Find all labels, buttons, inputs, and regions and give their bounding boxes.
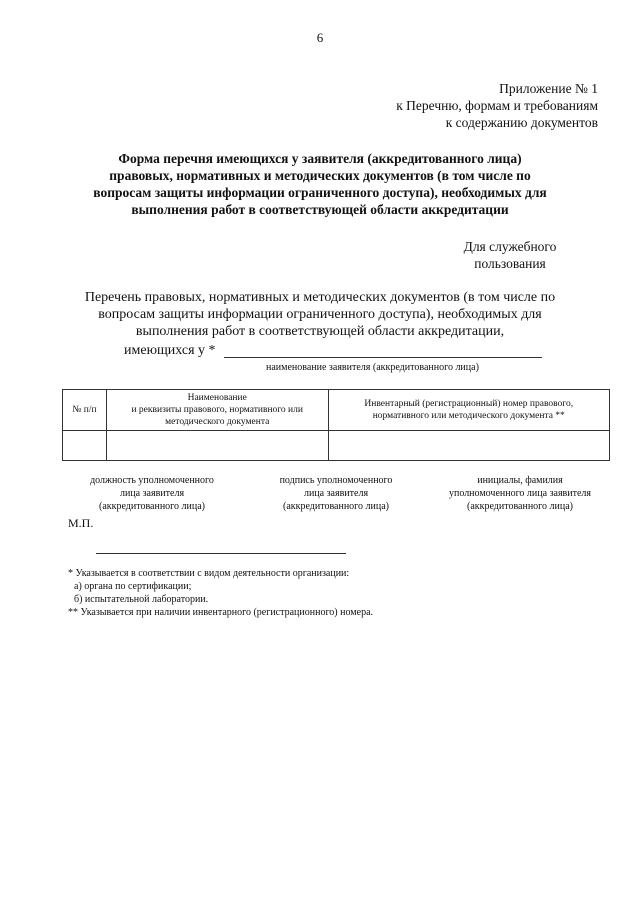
- signature-sign-caption: [246, 474, 426, 513]
- footnote: ** Указывается при наличии инвентарного (регистрационного) номера.: [68, 607, 374, 618]
- documents-table: [62, 389, 610, 461]
- column-header-number: № п/п: [63, 390, 107, 431]
- table-header-row: [63, 390, 610, 431]
- list-intro-line: вопросам защиты информации ограниченного доступа), необходимых для: [98, 307, 542, 322]
- caption-line: лица заявителя: [119, 488, 185, 499]
- applicant-caption: наименование заявителя (аккредитованного лица): [266, 362, 479, 373]
- caption-line: уполномоченного лица заявителя: [448, 488, 592, 499]
- list-intro-line: выполнения работ в соответствующей области аккредитации,: [135, 324, 505, 339]
- appendix-line: Приложение № 1: [499, 81, 598, 96]
- footnote: а) органа по сертификации;: [74, 581, 192, 592]
- column-header-line: Наименование: [187, 393, 247, 403]
- classification-line: Для служебного: [463, 239, 557, 254]
- applicant-name-field[interactable]: [224, 357, 542, 358]
- column-header-line: методического документа: [165, 417, 270, 427]
- classification-mark: [440, 238, 580, 272]
- column-header-line: Инвентарный (регистрационный) номер правового,: [364, 399, 574, 409]
- appendix-header: [396, 80, 598, 131]
- caption-line: лица заявителя: [303, 488, 369, 499]
- appendix-line: к содержанию документов: [445, 115, 598, 130]
- column-header-inventory-number: [328, 390, 610, 431]
- caption-line: инициалы, фамилия: [477, 475, 563, 486]
- signature-position-caption: [62, 474, 242, 513]
- caption-line: (аккредитованного лица): [98, 501, 205, 512]
- caption-line: (аккредитованного лица): [282, 501, 389, 512]
- footnotes: [68, 567, 373, 619]
- table-row: [63, 431, 610, 461]
- footnote-divider: [96, 553, 346, 554]
- column-header-line: нормативного или методического документа **: [372, 411, 565, 421]
- form-title-line: выполнения работ в соответствующей области аккредитации: [131, 202, 509, 217]
- list-intro-line: Перечень правовых, нормативных и методических документов (в том числе по: [84, 290, 556, 305]
- table-cell[interactable]: [63, 431, 107, 461]
- footnote: б) испытательной лаборатории.: [74, 594, 209, 605]
- caption-line: (аккредитованного лица): [466, 501, 573, 512]
- table-cell[interactable]: [328, 431, 610, 461]
- caption-line: должность уполномоченного: [90, 475, 214, 486]
- appendix-line: к Перечню, формам и требованиям: [396, 98, 598, 113]
- caption-line: подпись уполномоченного: [279, 475, 393, 486]
- list-intro: [50, 289, 590, 340]
- column-header-line: и реквизиты правового, нормативного или: [131, 405, 303, 415]
- table-cell[interactable]: [106, 431, 328, 461]
- classification-line: пользования: [474, 256, 546, 271]
- signature-name-caption: [430, 474, 610, 513]
- footnote: * Указывается в соответствии с видом деятельности организации:: [68, 568, 350, 579]
- form-title: [60, 150, 580, 218]
- page-number: 6: [316, 30, 324, 45]
- form-title-line: правовых, нормативных и методических документов (в том числе по: [109, 168, 531, 183]
- form-title-line: вопросам защиты информации ограниченного доступа), необходимых для: [93, 185, 547, 200]
- having-label: имеющихся у *: [124, 343, 216, 358]
- form-title-line: Форма перечня имеющихся у заявителя (аккредитованного лица): [118, 151, 522, 166]
- stamp-label: М.П.: [68, 516, 94, 530]
- column-header-document: [106, 390, 328, 431]
